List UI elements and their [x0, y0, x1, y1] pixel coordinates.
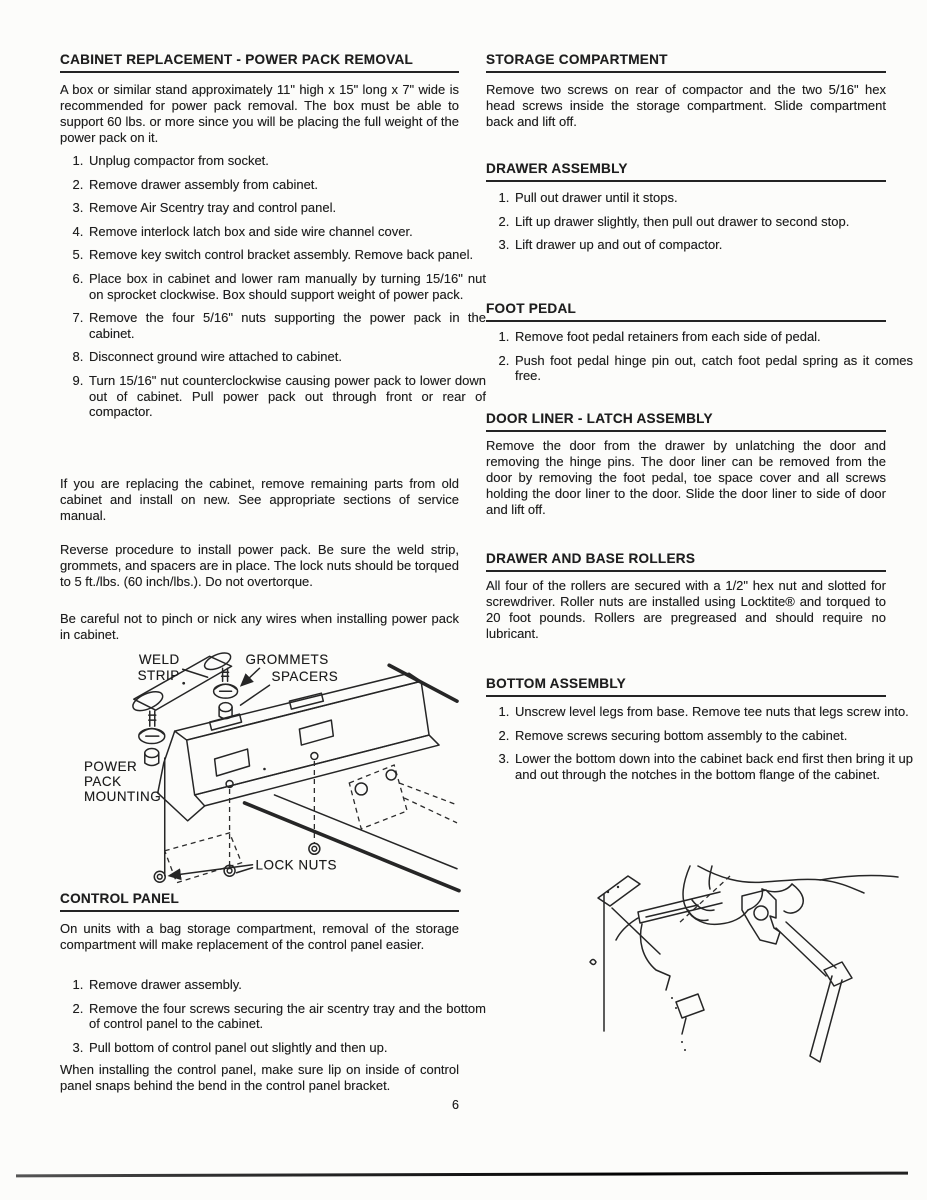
cabinet-caution-note: Be careful not to pinch or nick any wires when installing power pack in cabinet.: [60, 611, 459, 642]
step: 7. Remove the four 5/16" nuts supporting the power pack in the cabinet.: [87, 310, 486, 341]
step: 1. Unplug compactor from socket.: [87, 153, 486, 169]
cabinet-replacing-note: If you are replacing the cabinet, remove remaining parts from old cabinet and install on new. See appropriate sections of service manual.: [60, 476, 459, 523]
right-column: [486, 0, 913, 1200]
label-lock-nuts: LOCK NUTS: [255, 857, 337, 873]
label-grommets: GROMMETS: [245, 652, 329, 668]
step: 3. Lower the bottom down into the cabinet back end first then bring it up and out through the notches in the bottom flange of the cabinet.: [513, 751, 913, 782]
step: 2. Lift up drawer slightly, then pull out drawer to second stop.: [513, 214, 913, 230]
step: 1. Remove drawer assembly.: [87, 977, 486, 993]
page-number: 6: [452, 1098, 459, 1112]
step: 2. Remove the four screws securing the air scentry tray and the bottom of control panel to the cabinet.: [87, 1001, 486, 1032]
left-column: [60, 0, 486, 1200]
label-pack: PACK: [83, 773, 122, 789]
door-liner-paragraph: Remove the door from the drawer by unlatching the door and removing the hinge pins. The door liner can be removed from the door by removing the foot pedal, toe space cover and all screws holding the door liner to the door. Slide the door liner to side of door and lift off.: [486, 438, 886, 517]
label-power: POWER: [83, 758, 138, 774]
step: 2. Remove screws securing bottom assembly to the cabinet.: [513, 728, 913, 744]
hand-sketch: [678, 866, 898, 924]
cabinet-reverse-note: Reverse procedure to install power pack. Be sure the weld strip, grommets, and spacers are in place. The lock nuts should be torqued to 5 ft./lbs. (60 inch/lbs.). Do not overtorque.: [60, 542, 459, 589]
foot-pedal-steps-list: [486, 329, 913, 392]
step: 3. Lift drawer up and out of compactor.: [513, 237, 913, 253]
step: 9. Turn 15/16" nut counterclockwise causing power pack to lower down out of cabinet. Pull power pack out through front or rear of compactor.: [87, 373, 486, 420]
label-strip: STRIP: [137, 668, 180, 684]
section-title-storage-compartment: STORAGE COMPARTMENT: [486, 52, 886, 73]
rollers-paragraph: All four of the rollers are secured with a 1/2" hex nut and slotted for screwdriver. Roller nuts are installed using Locktite® and torqued to 20 foot pounds. Rollers are pregreased and should require no lubricant.: [486, 578, 886, 641]
section-title-foot-pedal: FOOT PEDAL: [486, 301, 886, 322]
cabinet-intro-paragraph: A box or similar stand approximately 11" high x 15" long x 7" wide is recommended for power pack removal. The box must be able to support 60 lbs. or more since you will be placing the full weight of the power pack on it.: [60, 82, 459, 145]
control-panel-install-note: When installing the control panel, make sure lip on inside of control panel snaps behind the bend in the control panel bracket.: [60, 1062, 459, 1093]
cabinet-steps-list: [60, 153, 486, 428]
step: 3. Remove Air Scentry tray and control panel.: [87, 200, 486, 216]
step: 2. Remove drawer assembly from cabinet.: [87, 177, 486, 193]
bottom-assembly-diagram: [545, 866, 927, 1101]
label-spacers: SPACERS: [271, 669, 339, 685]
section-title-door-liner: DOOR LINER - LATCH ASSEMBLY: [486, 411, 886, 432]
step: 5. Remove key switch control bracket assembly. Remove back panel.: [87, 247, 486, 263]
step: 1. Pull out drawer until it stops.: [513, 190, 913, 206]
step: 1. Remove foot pedal retainers from each side of pedal.: [513, 329, 913, 345]
step: 2. Push foot pedal hinge pin out, catch foot pedal spring as it comes free.: [513, 353, 913, 384]
storage-paragraph: Remove two screws on rear of compactor and the two 5/16" hex head screws inside the storage compartment. Slide compartment back and lift off.: [486, 82, 886, 129]
section-title-cabinet-replacement: CABINET REPLACEMENT - POWER PACK REMOVAL: [60, 52, 459, 73]
control-panel-intro: On units with a bag storage compartment, removal of the storage compartment will make replacement of the control panel easier.: [60, 921, 459, 952]
bottom-assembly-sketch: [616, 890, 852, 1062]
power-pack-mounting-diagram: [60, 643, 459, 891]
step: 3. Pull bottom of control panel out slightly and then up.: [87, 1040, 486, 1056]
label-weld: WELD: [138, 652, 180, 668]
step: 8. Disconnect ground wire attached to cabinet.: [87, 349, 486, 365]
section-title-bottom-assembly: BOTTOM ASSEMBLY: [486, 676, 886, 697]
drawer-steps-list: [486, 190, 913, 261]
step: 6. Place box in cabinet and lower ram manually by turning 15/16" nut on sprocket clockwise. Box should support weight of power pack.: [87, 271, 486, 302]
step: 4. Remove interlock latch box and side wire channel cover.: [87, 224, 486, 240]
cabinet-outline: [590, 876, 660, 1031]
step: 1. Unscrew level legs from base. Remove tee nuts that legs screw into.: [513, 704, 913, 720]
section-title-drawer-assembly: DRAWER ASSEMBLY: [486, 161, 886, 182]
section-title-control-panel: CONTROL PANEL: [60, 891, 459, 912]
section-title-drawer-base-rollers: DRAWER AND BASE ROLLERS: [486, 551, 886, 572]
control-panel-steps-list: [60, 977, 486, 1063]
bottom-assembly-steps-list: [486, 704, 913, 790]
label-mounting: MOUNTING: [83, 788, 162, 804]
